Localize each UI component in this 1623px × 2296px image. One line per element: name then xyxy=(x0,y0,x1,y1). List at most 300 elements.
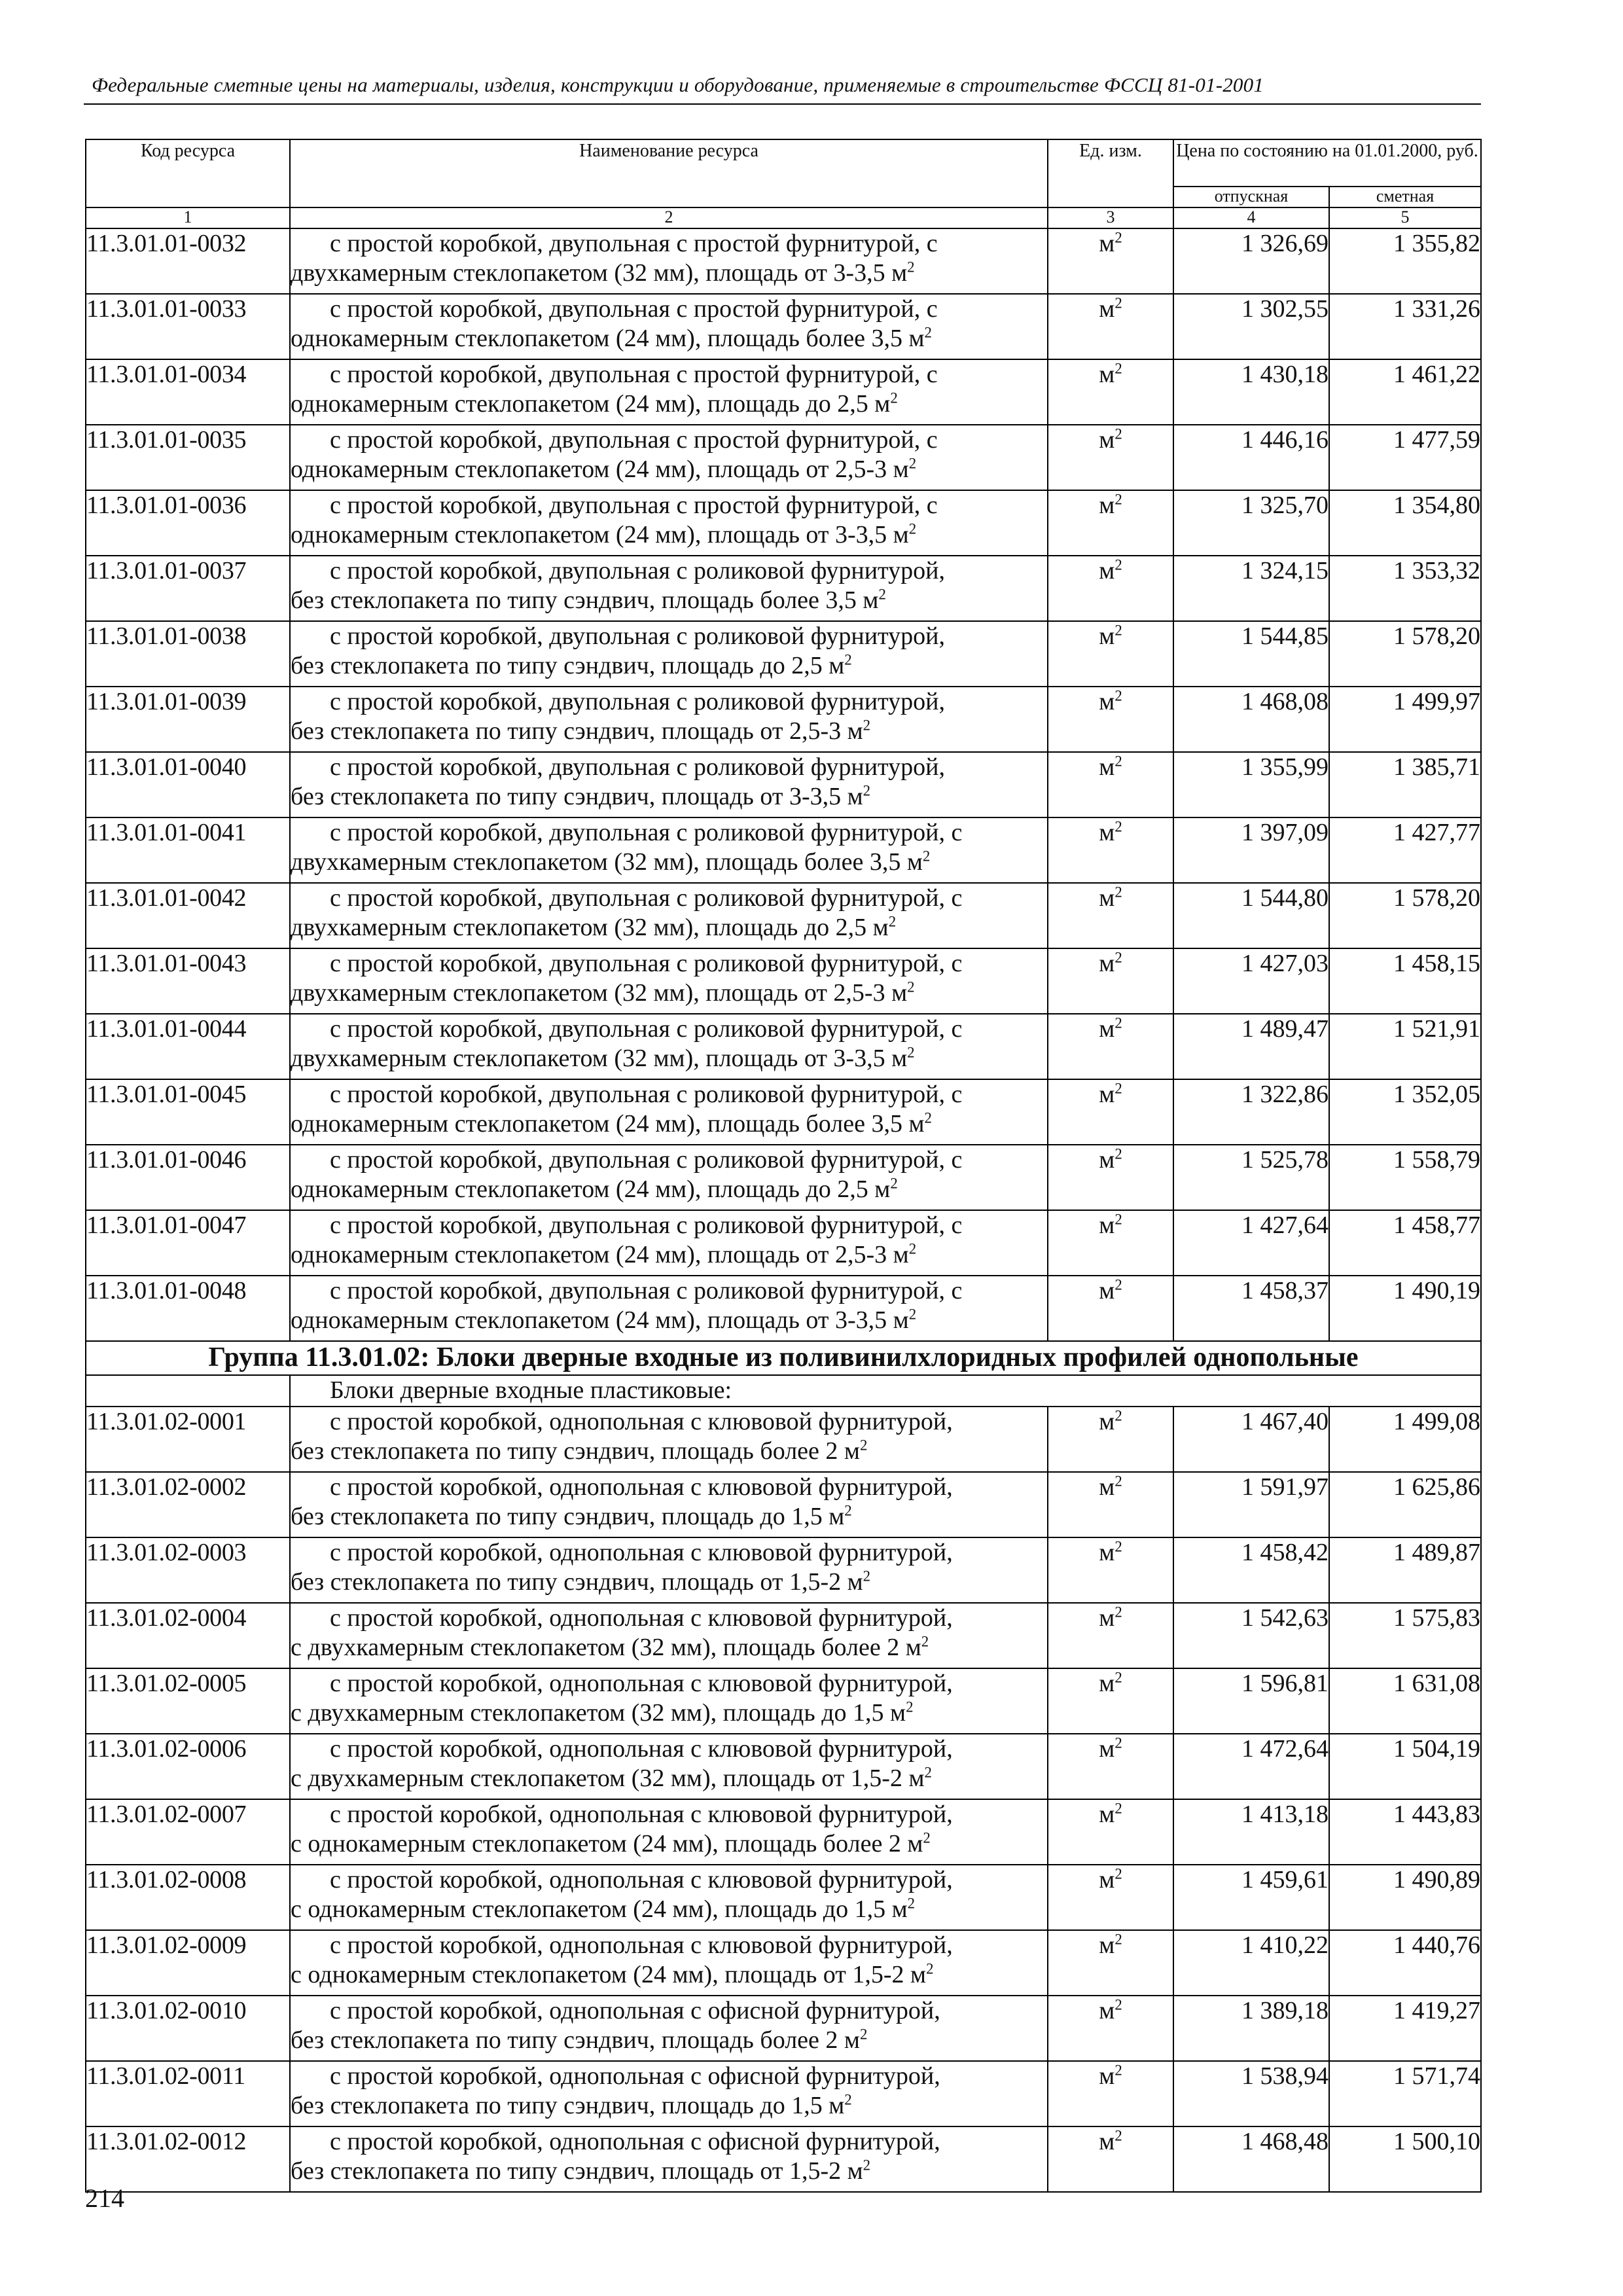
resource-name xyxy=(290,883,1048,948)
estimate-price: 1 458,15 xyxy=(1329,948,1481,1014)
superscript: 2 xyxy=(1115,1407,1122,1424)
resource-name-line2: двухкамерным стеклопакетом (32 мм), площадь до 2,5 $м^2$ xyxy=(291,913,897,941)
superscript: 2 xyxy=(844,2091,852,2108)
release-price: 1 324,15 xyxy=(1173,556,1329,621)
resource-name xyxy=(290,556,1048,621)
resource-name xyxy=(290,687,1048,752)
resource-code: 11.3.01.01-0039 xyxy=(86,687,290,752)
table-row xyxy=(86,883,1481,948)
superscript: 2 xyxy=(1115,884,1122,901)
table-row xyxy=(86,1603,1481,1668)
release-price: 1 458,37 xyxy=(1173,1276,1329,1341)
table-row xyxy=(86,425,1481,490)
unit: $м^2$ xyxy=(1048,425,1173,490)
unit: $м^2$ xyxy=(1048,752,1173,817)
superscript: 2 xyxy=(922,848,931,865)
table-row xyxy=(86,1996,1481,2061)
release-price: 1 430,18 xyxy=(1173,359,1329,425)
resource-name-line2: с однокамерным стеклопакетом (24 мм), площадь более 2 $м^2$ xyxy=(291,1829,931,1857)
release-price: 1 472,64 xyxy=(1173,1734,1329,1799)
resource-name-line1: с простой коробкой, двупольная с роликовой фурнитурой, с xyxy=(330,1015,963,1043)
superscript: 2 xyxy=(1115,622,1122,639)
estimate-price: 1 353,32 xyxy=(1329,556,1481,621)
unit: $м^2$ xyxy=(1048,1865,1173,1930)
table-row xyxy=(86,1079,1481,1145)
resource-name xyxy=(290,1930,1048,1996)
release-price: 1 525,78 xyxy=(1173,1145,1329,1210)
superscript: 2 xyxy=(1115,1473,1122,1490)
superscript: 2 xyxy=(1115,556,1122,573)
release-price: 1 302,55 xyxy=(1173,294,1329,359)
resource-code: 11.3.01.01-0048 xyxy=(86,1276,290,1341)
resource-name-line2: однокамерным стеклопакетом (24 мм), площадь до 2,5 $м^2$ xyxy=(291,389,898,418)
table-row xyxy=(86,359,1481,425)
superscript: 2 xyxy=(924,1764,932,1781)
resource-name-line2: с однокамерным стеклопакетом (24 мм), площадь от 1,5-2 $м^2$ xyxy=(291,1960,934,1988)
resource-name-line1: с простой коробкой, однопольная с клювовой фурнитурой, xyxy=(330,1866,953,1893)
resource-name-line2: без стеклопакета по типу сэндвич, площадь более 2 $м^2$ xyxy=(291,1437,868,1465)
unit: $м^2$ xyxy=(1048,1996,1173,2061)
release-price: 1 389,18 xyxy=(1173,1996,1329,2061)
col-number: 2 xyxy=(290,207,1048,228)
release-price: 1 413,18 xyxy=(1173,1799,1329,1865)
unit: $м^2$ xyxy=(1048,294,1173,359)
col-number: 5 xyxy=(1329,207,1481,228)
table-body-group-02 xyxy=(86,1407,1481,2192)
release-price: 1 410,22 xyxy=(1173,1930,1329,1996)
resource-name xyxy=(290,1079,1048,1145)
resource-code: 11.3.01.01-0045 xyxy=(86,1079,290,1145)
resource-name-line1: с простой коробкой, двупольная с роликовой фурнитурой, с xyxy=(330,950,963,977)
superscript: 2 xyxy=(1115,2127,1122,2144)
superscript: 2 xyxy=(1115,1276,1122,1293)
unit: $м^2$ xyxy=(1048,1014,1173,1079)
superscript: 2 xyxy=(1115,229,1122,246)
unit: $м^2$ xyxy=(1048,1734,1173,1799)
release-price: 1 397,09 xyxy=(1173,817,1329,883)
col-header-unit: Ед. изм. xyxy=(1048,139,1173,207)
unit: $м^2$ xyxy=(1048,1145,1173,1210)
resource-name-line2: без стеклопакета по типу сэндвич, площадь от 2,5-3 $м^2$ xyxy=(291,717,871,745)
superscript: 2 xyxy=(1115,1996,1122,2013)
resource-name xyxy=(290,1472,1048,1537)
subgroup-title xyxy=(290,1375,1481,1407)
table-row xyxy=(86,948,1481,1014)
resource-name xyxy=(290,1734,1048,1799)
superscript: 2 xyxy=(878,586,886,603)
resource-code: 11.3.01.02-0001 xyxy=(86,1407,290,1472)
unit: $м^2$ xyxy=(1048,1407,1173,1472)
estimate-price: 1 440,76 xyxy=(1329,1930,1481,1996)
resource-code: 11.3.01.02-0006 xyxy=(86,1734,290,1799)
superscript: 2 xyxy=(1115,818,1122,835)
superscript: 2 xyxy=(863,1568,871,1585)
table-header-row xyxy=(86,139,1481,187)
resource-name-line2: с двухкамерным стеклопакетом (32 мм), площадь до 1,5 $м^2$ xyxy=(291,1698,914,1727)
resource-name-line1: с простой коробкой, двупольная с роликовой фурнитурой, с xyxy=(330,884,963,912)
resource-code: 11.3.01.01-0038 xyxy=(86,621,290,687)
resource-code: 11.3.01.01-0041 xyxy=(86,817,290,883)
resource-name-line1: с простой коробкой, однопольная с клювовой фурнитурой, xyxy=(330,1539,953,1566)
resource-name-line1: с простой коробкой, двупольная с роликовой фурнитурой, с xyxy=(330,1146,963,1174)
superscript: 2 xyxy=(890,1175,898,1192)
resource-name-line2: с двухкамерным стеклопакетом (32 мм), площадь от 1,5-2 $м^2$ xyxy=(291,1764,932,1792)
resource-name-line1: с простой коробкой, однопольная с клювовой фурнитурой, xyxy=(330,1604,953,1632)
estimate-price: 1 355,82 xyxy=(1329,228,1481,294)
estimate-price: 1 558,79 xyxy=(1329,1145,1481,1210)
resource-name xyxy=(290,1276,1048,1341)
table-row xyxy=(86,228,1481,294)
resource-name xyxy=(290,490,1048,556)
resource-code: 11.3.01.01-0035 xyxy=(86,425,290,490)
resource-name-line2: однокамерным стеклопакетом (24 мм), площадь до 2,5 $м^2$ xyxy=(291,1175,898,1203)
estimate-price: 1 477,59 xyxy=(1329,425,1481,490)
resource-code: 11.3.01.02-0008 xyxy=(86,1865,290,1930)
column-number-row xyxy=(86,207,1481,228)
estimate-price: 1 578,20 xyxy=(1329,883,1481,948)
col-header-price-group: Цена по состоянию на 01.01.2000, руб. xyxy=(1173,139,1481,187)
table-row xyxy=(86,1145,1481,1210)
table-row xyxy=(86,752,1481,817)
col-number: 1 xyxy=(86,207,290,228)
estimate-price: 1 499,97 xyxy=(1329,687,1481,752)
table-row xyxy=(86,2126,1481,2192)
table-row xyxy=(86,687,1481,752)
resource-name-line2: без стеклопакета по типу сэндвич, площадь до 2,5 $м^2$ xyxy=(291,651,852,679)
resource-name-line2: однокамерным стеклопакетом (24 мм), площадь от 2,5-3 $м^2$ xyxy=(291,1240,917,1268)
resource-code: 11.3.01.02-0010 xyxy=(86,1996,290,2061)
estimate-price: 1 385,71 xyxy=(1329,752,1481,817)
superscript: 2 xyxy=(859,2026,868,2043)
resource-name-line2: однокамерным стеклопакетом (24 мм), площадь от 2,5-3 $м^2$ xyxy=(291,455,917,483)
resource-name xyxy=(290,1210,1048,1276)
estimate-price: 1 490,19 xyxy=(1329,1276,1481,1341)
table-row xyxy=(86,1472,1481,1537)
resource-name-line1: с простой коробкой, двупольная с роликовой фурнитурой, с xyxy=(330,1211,963,1239)
superscript: 2 xyxy=(907,1895,916,1912)
superscript: 2 xyxy=(1115,687,1122,704)
superscript: 2 xyxy=(863,2157,871,2174)
resource-name-line1: с простой коробкой, однопольная с офисной фурнитурой, xyxy=(330,1997,940,2024)
resource-name-line2: без стеклопакета по типу сэндвич, площадь от 3-3,5 $м^2$ xyxy=(291,782,871,810)
resource-name-line1: с простой коробкой, двупольная с простой фурнитурой, с xyxy=(330,295,938,323)
resource-name-line2: двухкамерным стеклопакетом (32 мм), площадь от 3-3,5 $м^2$ xyxy=(291,259,915,287)
resource-name xyxy=(290,817,1048,883)
resource-name xyxy=(290,1996,1048,2061)
resource-name xyxy=(290,1668,1048,1734)
group-section xyxy=(86,1341,1481,1407)
superscript: 2 xyxy=(1115,1080,1122,1097)
resource-name-line2: однокамерным стеклопакетом (24 мм), площадь от 3-3,5 $м^2$ xyxy=(291,1306,917,1334)
resource-name-line1: с простой коробкой, однопольная с офисной фурнитурой, xyxy=(330,2062,940,2090)
superscript: 2 xyxy=(863,782,871,799)
superscript: 2 xyxy=(1115,949,1122,966)
resource-name-line1: с простой коробкой, однопольная с клювовой фурнитурой, xyxy=(330,1801,953,1828)
estimate-price: 1 427,77 xyxy=(1329,817,1481,883)
table-row xyxy=(86,2061,1481,2126)
superscript: 2 xyxy=(908,1306,917,1323)
resource-code: 11.3.01.01-0043 xyxy=(86,948,290,1014)
estimate-price: 1 489,87 xyxy=(1329,1537,1481,1603)
release-price: 1 355,99 xyxy=(1173,752,1329,817)
table-row xyxy=(86,1930,1481,1996)
col-header-name: Наименование ресурса xyxy=(290,139,1048,207)
resource-name-line1: с простой коробкой, однопольная с клювовой фурнитурой, xyxy=(330,1670,953,1697)
superscript: 2 xyxy=(1115,1931,1122,1948)
resource-name xyxy=(290,1865,1048,1930)
table-row xyxy=(86,1537,1481,1603)
release-price: 1 458,42 xyxy=(1173,1537,1329,1603)
resource-name xyxy=(290,2126,1048,2192)
resource-name-line2: с однокамерным стеклопакетом (24 мм), площадь до 1,5 $м^2$ xyxy=(291,1895,916,1923)
resource-code: 11.3.01.02-0005 xyxy=(86,1668,290,1734)
resource-name-line1: с простой коробкой, двупольная с роликовой фурнитурой, с xyxy=(330,1277,963,1304)
resource-name-line2: однокамерным стеклопакетом (24 мм), площадь более 3,5 $м^2$ xyxy=(291,1109,932,1138)
superscript: 2 xyxy=(907,978,915,996)
unit: $м^2$ xyxy=(1048,228,1173,294)
estimate-price: 1 490,89 xyxy=(1329,1865,1481,1930)
estimate-price: 1 331,26 xyxy=(1329,294,1481,359)
unit: $м^2$ xyxy=(1048,883,1173,948)
release-price: 1 489,47 xyxy=(1173,1014,1329,1079)
unit: $м^2$ xyxy=(1048,1210,1173,1276)
unit: $м^2$ xyxy=(1048,1472,1173,1537)
resource-code: 11.3.01.01-0033 xyxy=(86,294,290,359)
release-price: 1 538,94 xyxy=(1173,2061,1329,2126)
resource-name-line1: с простой коробкой, двупольная с простой фурнитурой, с xyxy=(330,492,938,519)
release-price: 1 542,63 xyxy=(1173,1603,1329,1668)
resource-name-line2: без стеклопакета по типу сэндвич, площадь до 1,5 $м^2$ xyxy=(291,2091,852,2119)
superscript: 2 xyxy=(1115,1014,1122,1031)
resource-code: 11.3.01.02-0009 xyxy=(86,1930,290,1996)
superscript: 2 xyxy=(844,651,852,668)
superscript: 2 xyxy=(907,259,915,276)
resource-code: 11.3.01.02-0002 xyxy=(86,1472,290,1537)
unit: $м^2$ xyxy=(1048,2126,1173,2192)
resource-name xyxy=(290,2061,1048,2126)
empty-cell xyxy=(86,1375,290,1407)
estimate-price: 1 461,22 xyxy=(1329,359,1481,425)
resource-name xyxy=(290,425,1048,490)
table-row xyxy=(86,1865,1481,1930)
release-price: 1 544,85 xyxy=(1173,621,1329,687)
superscript: 2 xyxy=(1115,1734,1122,1751)
resource-code: 11.3.01.02-0011 xyxy=(86,2061,290,2126)
col-header-estimate-price: сметная xyxy=(1329,187,1481,207)
group-title: Группа 11.3.01.02: Блоки дверные входные из поливинилхлоридных профилей однопольные xyxy=(86,1341,1481,1375)
superscript: 2 xyxy=(1115,1669,1122,1686)
resource-name-line1: с простой коробкой, двупольная с простой фурнитурой, с xyxy=(330,426,938,454)
superscript: 2 xyxy=(908,520,917,537)
superscript: 2 xyxy=(1115,425,1122,442)
col-header-release-price: отпускная xyxy=(1173,187,1329,207)
release-price: 1 322,86 xyxy=(1173,1079,1329,1145)
unit: $м^2$ xyxy=(1048,1537,1173,1603)
table-row xyxy=(86,621,1481,687)
resource-name xyxy=(290,1537,1048,1603)
col-number: 3 xyxy=(1048,207,1173,228)
unit: $м^2$ xyxy=(1048,687,1173,752)
resource-code: 11.3.01.02-0004 xyxy=(86,1603,290,1668)
resource-name xyxy=(290,1145,1048,1210)
running-header: Федеральные сметные цены на материалы, изделия, конструкции и оборудование, применяемые в строительстве ФССЦ 81-01-2001 xyxy=(92,73,1264,96)
estimate-price: 1 578,20 xyxy=(1329,621,1481,687)
superscript: 2 xyxy=(921,1633,929,1650)
estimate-price: 1 354,80 xyxy=(1329,490,1481,556)
unit: $м^2$ xyxy=(1048,1603,1173,1668)
superscript: 2 xyxy=(1115,753,1122,770)
resource-name-line1: с простой коробкой, двупольная с простой фурнитурой, с xyxy=(330,361,938,388)
resource-name-line1: с простой коробкой, двупольная с роликовой фурнитурой, с xyxy=(330,1081,963,1108)
superscript: 2 xyxy=(1115,1800,1122,1817)
table-row xyxy=(86,1210,1481,1276)
resource-name xyxy=(290,752,1048,817)
resource-name xyxy=(290,1799,1048,1865)
resource-name-line1: с простой коробкой, двупольная с роликовой фурнитурой, с xyxy=(330,819,963,846)
superscript: 2 xyxy=(863,717,871,734)
resource-name xyxy=(290,294,1048,359)
resource-code: 11.3.01.02-0007 xyxy=(86,1799,290,1865)
release-price: 1 427,03 xyxy=(1173,948,1329,1014)
table-row xyxy=(86,1734,1481,1799)
unit: $м^2$ xyxy=(1048,1930,1173,1996)
superscript: 2 xyxy=(1115,2062,1122,2079)
resource-name xyxy=(290,948,1048,1014)
superscript: 2 xyxy=(906,1698,914,1715)
resource-code: 11.3.01.02-0012 xyxy=(86,2126,290,2192)
table-row xyxy=(86,1276,1481,1341)
estimate-price: 1 625,86 xyxy=(1329,1472,1481,1537)
estimate-price: 1 499,08 xyxy=(1329,1407,1481,1472)
resource-name-line1: с простой коробкой, однопольная с клювовой фурнитурой, xyxy=(330,1473,953,1501)
superscript: 2 xyxy=(1115,1538,1122,1555)
superscript: 2 xyxy=(890,389,898,406)
resource-code: 11.3.01.01-0044 xyxy=(86,1014,290,1079)
resource-name-line2: без стеклопакета по типу сэндвич, площадь от 1,5-2 $м^2$ xyxy=(291,2157,871,2185)
superscript: 2 xyxy=(844,1502,852,1519)
resource-name-line2: двухкамерным стеклопакетом (32 мм), площадь от 3-3,5 $м^2$ xyxy=(291,1044,915,1072)
table-row xyxy=(86,817,1481,883)
resource-name-line1: с простой коробкой, двупольная с роликовой фурнитурой, xyxy=(330,753,945,781)
resource-name xyxy=(290,359,1048,425)
resource-name xyxy=(290,1407,1048,1472)
superscript: 2 xyxy=(1115,360,1122,377)
release-price: 1 459,61 xyxy=(1173,1865,1329,1930)
resource-code: 11.3.01.01-0046 xyxy=(86,1145,290,1210)
superscript: 2 xyxy=(924,324,932,341)
superscript: 2 xyxy=(908,455,917,472)
superscript: 2 xyxy=(908,1240,917,1257)
resource-name-line1: с простой коробкой, однопольная с клювовой фурнитурой, xyxy=(330,1931,953,1959)
resource-name-line2: двухкамерным стеклопакетом (32 мм), площадь от 2,5-3 $м^2$ xyxy=(291,978,915,1007)
resource-code: 11.3.01.01-0042 xyxy=(86,883,290,948)
unit: $м^2$ xyxy=(1048,2061,1173,2126)
resource-code: 11.3.01.02-0003 xyxy=(86,1537,290,1603)
subgroup-row xyxy=(86,1375,1481,1407)
table-row xyxy=(86,556,1481,621)
estimate-price: 1 419,27 xyxy=(1329,1996,1481,2061)
estimate-price: 1 458,77 xyxy=(1329,1210,1481,1276)
release-price: 1 446,16 xyxy=(1173,425,1329,490)
release-price: 1 468,08 xyxy=(1173,687,1329,752)
resource-name-line1: с простой коробкой, однопольная с офисной фурнитурой, xyxy=(330,2128,940,2155)
resource-name-line2: с двухкамерным стеклопакетом (32 мм), площадь более 2 $м^2$ xyxy=(291,1633,929,1661)
group-row xyxy=(86,1341,1481,1375)
unit: $м^2$ xyxy=(1048,948,1173,1014)
resource-name-line2: без стеклопакета по типу сэндвич, площадь более 2 $м^2$ xyxy=(291,2026,868,2054)
superscript: 2 xyxy=(923,1829,931,1846)
unit: $м^2$ xyxy=(1048,1668,1173,1734)
superscript: 2 xyxy=(1115,1211,1122,1228)
unit: $м^2$ xyxy=(1048,359,1173,425)
subgroup-title-text: Блоки дверные входные пластиковые: xyxy=(330,1376,732,1404)
release-price: 1 326,69 xyxy=(1173,228,1329,294)
col-header-code: Код ресурса xyxy=(86,139,290,207)
resource-name xyxy=(290,1603,1048,1668)
release-price: 1 427,64 xyxy=(1173,1210,1329,1276)
superscript: 2 xyxy=(1115,1865,1122,1882)
release-price: 1 591,97 xyxy=(1173,1472,1329,1537)
superscript: 2 xyxy=(924,1109,932,1126)
release-price: 1 325,70 xyxy=(1173,490,1329,556)
resource-name xyxy=(290,621,1048,687)
release-price: 1 468,48 xyxy=(1173,2126,1329,2192)
estimate-price: 1 500,10 xyxy=(1329,2126,1481,2192)
estimate-price: 1 352,05 xyxy=(1329,1079,1481,1145)
resource-name-line2: без стеклопакета по типу сэндвич, площадь до 1,5 $м^2$ xyxy=(291,1502,852,1530)
resource-code: 11.3.01.01-0040 xyxy=(86,752,290,817)
unit: $м^2$ xyxy=(1048,556,1173,621)
unit: $м^2$ xyxy=(1048,621,1173,687)
resource-name-line1: с простой коробкой, двупольная с простой фурнитурой, с xyxy=(330,230,938,257)
table-row xyxy=(86,490,1481,556)
superscript: 2 xyxy=(1115,491,1122,508)
superscript: 2 xyxy=(859,1437,868,1454)
unit: $м^2$ xyxy=(1048,1079,1173,1145)
table-row xyxy=(86,1407,1481,1472)
resource-name-line1: с простой коробкой, двупольная с роликовой фурнитурой, xyxy=(330,557,945,584)
release-price: 1 544,80 xyxy=(1173,883,1329,948)
estimate-price: 1 571,74 xyxy=(1329,2061,1481,2126)
resource-code: 11.3.01.01-0047 xyxy=(86,1210,290,1276)
table-row xyxy=(86,294,1481,359)
estimate-price: 1 443,83 xyxy=(1329,1799,1481,1865)
estimate-price: 1 631,08 xyxy=(1329,1668,1481,1734)
estimate-price: 1 521,91 xyxy=(1329,1014,1481,1079)
resource-name-line2: однокамерным стеклопакетом (24 мм), площадь от 3-3,5 $м^2$ xyxy=(291,520,917,548)
superscript: 2 xyxy=(1115,1145,1122,1162)
resource-name-line1: с простой коробкой, двупольная с роликовой фурнитурой, xyxy=(330,688,945,715)
resource-name-line2: без стеклопакета по типу сэндвич, площадь от 1,5-2 $м^2$ xyxy=(291,1568,871,1596)
resource-code: 11.3.01.01-0036 xyxy=(86,490,290,556)
superscript: 2 xyxy=(1115,1604,1122,1621)
superscript: 2 xyxy=(888,913,897,930)
unit: $м^2$ xyxy=(1048,817,1173,883)
table-row xyxy=(86,1668,1481,1734)
resource-name-line2: однокамерным стеклопакетом (24 мм), площадь более 3,5 $м^2$ xyxy=(291,324,932,352)
resource-name-line1: с простой коробкой, двупольная с роликовой фурнитурой, xyxy=(330,622,945,650)
superscript: 2 xyxy=(1115,295,1122,312)
resource-code: 11.3.01.01-0032 xyxy=(86,228,290,294)
release-price: 1 467,40 xyxy=(1173,1407,1329,1472)
unit: $м^2$ xyxy=(1048,1799,1173,1865)
page-number: 214 xyxy=(85,2183,124,2213)
resource-code: 11.3.01.01-0037 xyxy=(86,556,290,621)
unit: $м^2$ xyxy=(1048,1276,1173,1341)
release-price: 1 596,81 xyxy=(1173,1668,1329,1734)
header-rule xyxy=(84,103,1481,105)
col-number: 4 xyxy=(1173,207,1329,228)
